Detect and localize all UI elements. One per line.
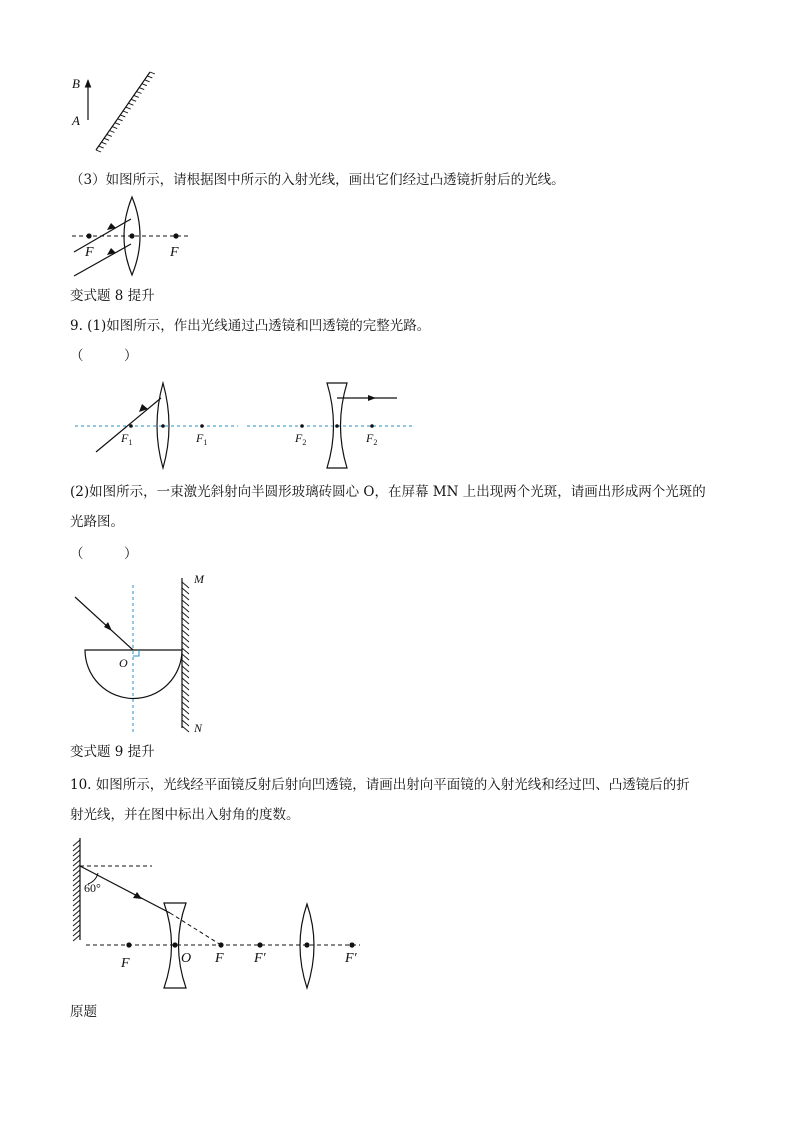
question-10-text-2: 射光线，并在图中标出入射角的度数。 <box>70 807 300 823</box>
label-f-1: F <box>121 956 130 971</box>
hatch-stroke <box>73 900 80 906</box>
hatch-stroke <box>73 895 80 901</box>
hatch-stroke <box>73 910 80 916</box>
hatch-stroke <box>73 860 80 866</box>
label-f-2: F <box>215 951 224 966</box>
label-a: A <box>72 113 80 128</box>
label-o-q10: O <box>181 951 192 966</box>
label-f-right: F <box>170 245 179 260</box>
question-9-part2-text-1: (2)如图所示，一束激光斜射向半圆形玻璃砖圆心 O，在屏幕 MN 上出现两个光斑，请画出形成两个光斑的 <box>70 484 706 500</box>
hatch-stroke <box>73 865 80 871</box>
hatch-stroke <box>73 875 80 881</box>
angle-label: 60° <box>84 881 101 895</box>
question-9-part1-blank: （ ） <box>70 348 138 364</box>
label-n: N <box>194 721 203 735</box>
label-f-prime-1: F′ <box>254 951 266 966</box>
hatch-stroke <box>73 850 80 856</box>
hatch-stroke <box>73 890 80 896</box>
hatch-stroke <box>73 915 80 921</box>
label-f1-right: $F_1$ <box>196 431 208 447</box>
label-f-prime-2: F′ <box>345 951 357 966</box>
label-f2-right: $F_2$ <box>366 431 378 447</box>
section-variant-9: 变式题 9 提升 <box>70 744 155 760</box>
hatch-stroke <box>73 885 80 891</box>
mirror-hatching-2 <box>73 840 80 941</box>
label-o: O <box>119 656 128 670</box>
hatch-stroke <box>73 920 80 926</box>
label-f-left: F <box>85 245 94 260</box>
hatch-stroke <box>73 905 80 911</box>
question-10-text-1: 10. 如图所示，光线经平面镜反射后射向凹透镜，请画出射向平面镜的入射光线和经过凹、凸透镜后的折 <box>70 777 690 793</box>
hatch-stroke <box>73 840 80 846</box>
hatch-stroke <box>73 870 80 876</box>
label-f1-left: $F_1$ <box>121 431 133 447</box>
section-variant-8: 变式题 8 提升 <box>70 288 155 304</box>
label-f2-left: $F_2$ <box>295 431 307 447</box>
section-original: 原题 <box>70 1004 97 1020</box>
hatch-stroke <box>73 880 80 886</box>
label-b: B <box>72 76 80 91</box>
question-3-text: （3）如图所示，请根据图中所示的入射光线，画出它们经过凸透镜折射后的光线。 <box>70 172 565 188</box>
reflected-ray-extension <box>170 913 221 945</box>
hatch-stroke <box>73 845 80 851</box>
hatch-stroke <box>73 855 80 861</box>
hatch-stroke <box>73 925 80 931</box>
hatch-stroke <box>73 930 80 936</box>
question-9-part1-text: 9. (1)如图所示，作出光线通过凸透镜和凹透镜的完整光路。 <box>70 318 431 334</box>
question-9-part2-blank: （ ） <box>70 546 138 562</box>
label-m: M <box>194 572 204 586</box>
question-9-part2-text-2: 光路图。 <box>70 514 124 530</box>
hatch-stroke <box>73 935 80 941</box>
